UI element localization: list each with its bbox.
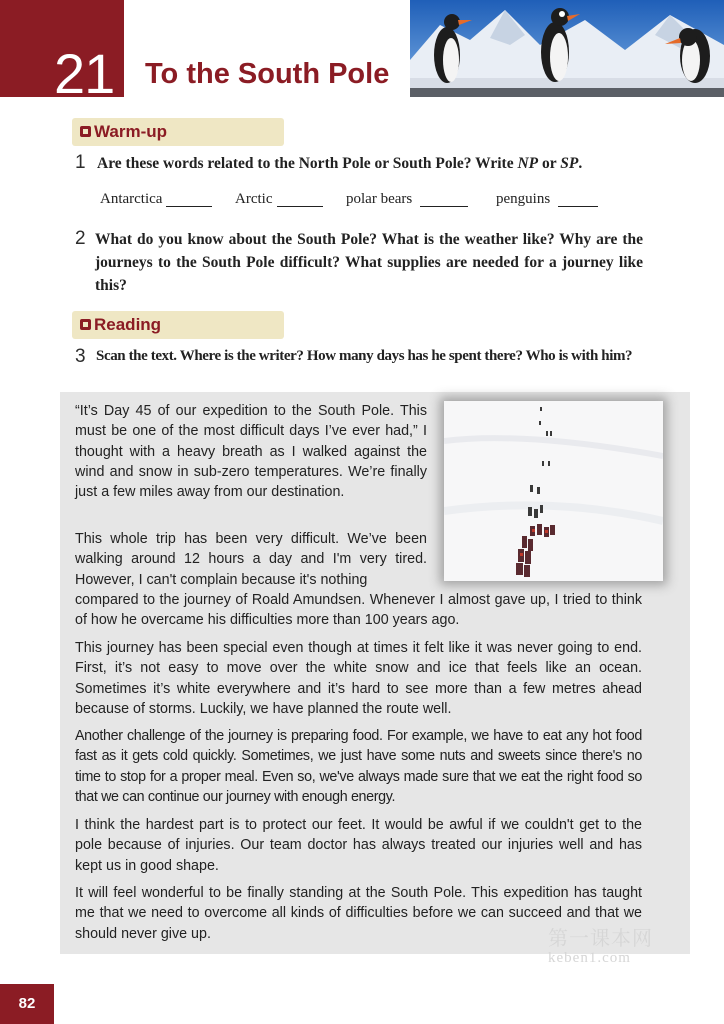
question-1-text: Are these words related to the North Pole or South Pole? Write NP or SP. <box>97 155 583 172</box>
word-penguins: penguins <box>496 191 551 207</box>
answer-blank-penguins[interactable] <box>558 206 598 207</box>
reading-paragraph: Another challenge of the journey is preparing food. For example, we have to eat any hot food fast as it gets cold quickly. Sometimes, we just have some nuts and sweets since there's no time to stop for a proper meal. Even so, we've always made sure that we eat the right food so that we can continue our journey with enough energy. <box>75 728 642 805</box>
word-polar-bears: polar bears <box>346 191 413 207</box>
watermark-chinese: 第一课本网 <box>548 928 653 950</box>
warmup-label: Warm-up <box>94 122 168 141</box>
unit-number-box <box>0 0 124 105</box>
reading-paragraph: “It’s Day 45 of our expedition to the South Pole. This must be one of the most difficult days I’ve ever had,” I thought with a heavy breath as I walked against the wind and snow in sub-zero temperatures. We’re finally just a few miles away from our destination. <box>75 403 427 501</box>
penguins-illustration <box>410 0 724 97</box>
answer-blank-polar-bears[interactable] <box>420 206 468 207</box>
question-1-number: 1 <box>75 152 86 173</box>
answer-blank-arctic[interactable] <box>277 206 323 207</box>
reading-paragraph: I think the hardest part is to protect our feet. It would be awful if we couldn't get to the pole because of injuries. Our team doctor has always treated our injuries well and has kept us in good shape. <box>75 817 642 874</box>
page-number-box <box>0 984 54 1024</box>
answer-blank-antarctica[interactable] <box>166 206 212 207</box>
page-number: 82 <box>18 995 36 1012</box>
word-antarctica: Antarctica <box>100 191 163 207</box>
page-title: To the South Pole <box>145 58 390 90</box>
question-2-text: What do you know about the South Pole? What is the weather like? Why are the journeys to the South Pole difficult? What supplies are needed for a journey like this? <box>95 231 643 294</box>
question-3-number: 3 <box>75 346 86 367</box>
question-2-number: 2 <box>75 228 86 249</box>
penguins-photo <box>410 0 724 97</box>
reading-label: Reading <box>94 315 162 334</box>
reading-paragraph: This journey has been special even though at times it felt like it was never going to end. First, it’s not easy to move over the white snow and ice that feels like an ocean. Sometimes it’s white everywhere and it’s hard to see more than a few metres ahead because of storms. Luckily, we have planned the route well. <box>75 640 642 717</box>
reading-paragraph: It will feel wonderful to be finally standing at the South Pole. This expedition has taught me that we need to overcome all kinds of difficulties before we can succeed and that we should never give up. <box>75 885 642 942</box>
expedition-illustration <box>444 401 663 581</box>
reading-paragraph: compared to the journey of Roald Amundsen. Whenever I almost gave up, I tried to think of how he overcame his difficulties more than 100 years ago. <box>75 592 642 629</box>
unit-number: 21 <box>54 42 115 105</box>
word-arctic: Arctic <box>235 191 273 207</box>
reading-paragraph: This whole trip has been very difficult. We’ve been walking around 12 hours a day and I'm very tired. However, I can't complain because it's nothing <box>75 531 427 588</box>
watermark-url: keben1.com <box>548 950 631 966</box>
question-3-text: Scan the text. Where is the writer? How many days has he spent there? Who is with him? <box>96 348 633 364</box>
expedition-photo <box>444 401 663 581</box>
play-icon <box>80 319 91 330</box>
play-icon <box>80 126 91 137</box>
reading-section-header <box>72 311 284 339</box>
warmup-section-header <box>72 118 284 146</box>
watermark <box>548 928 653 966</box>
